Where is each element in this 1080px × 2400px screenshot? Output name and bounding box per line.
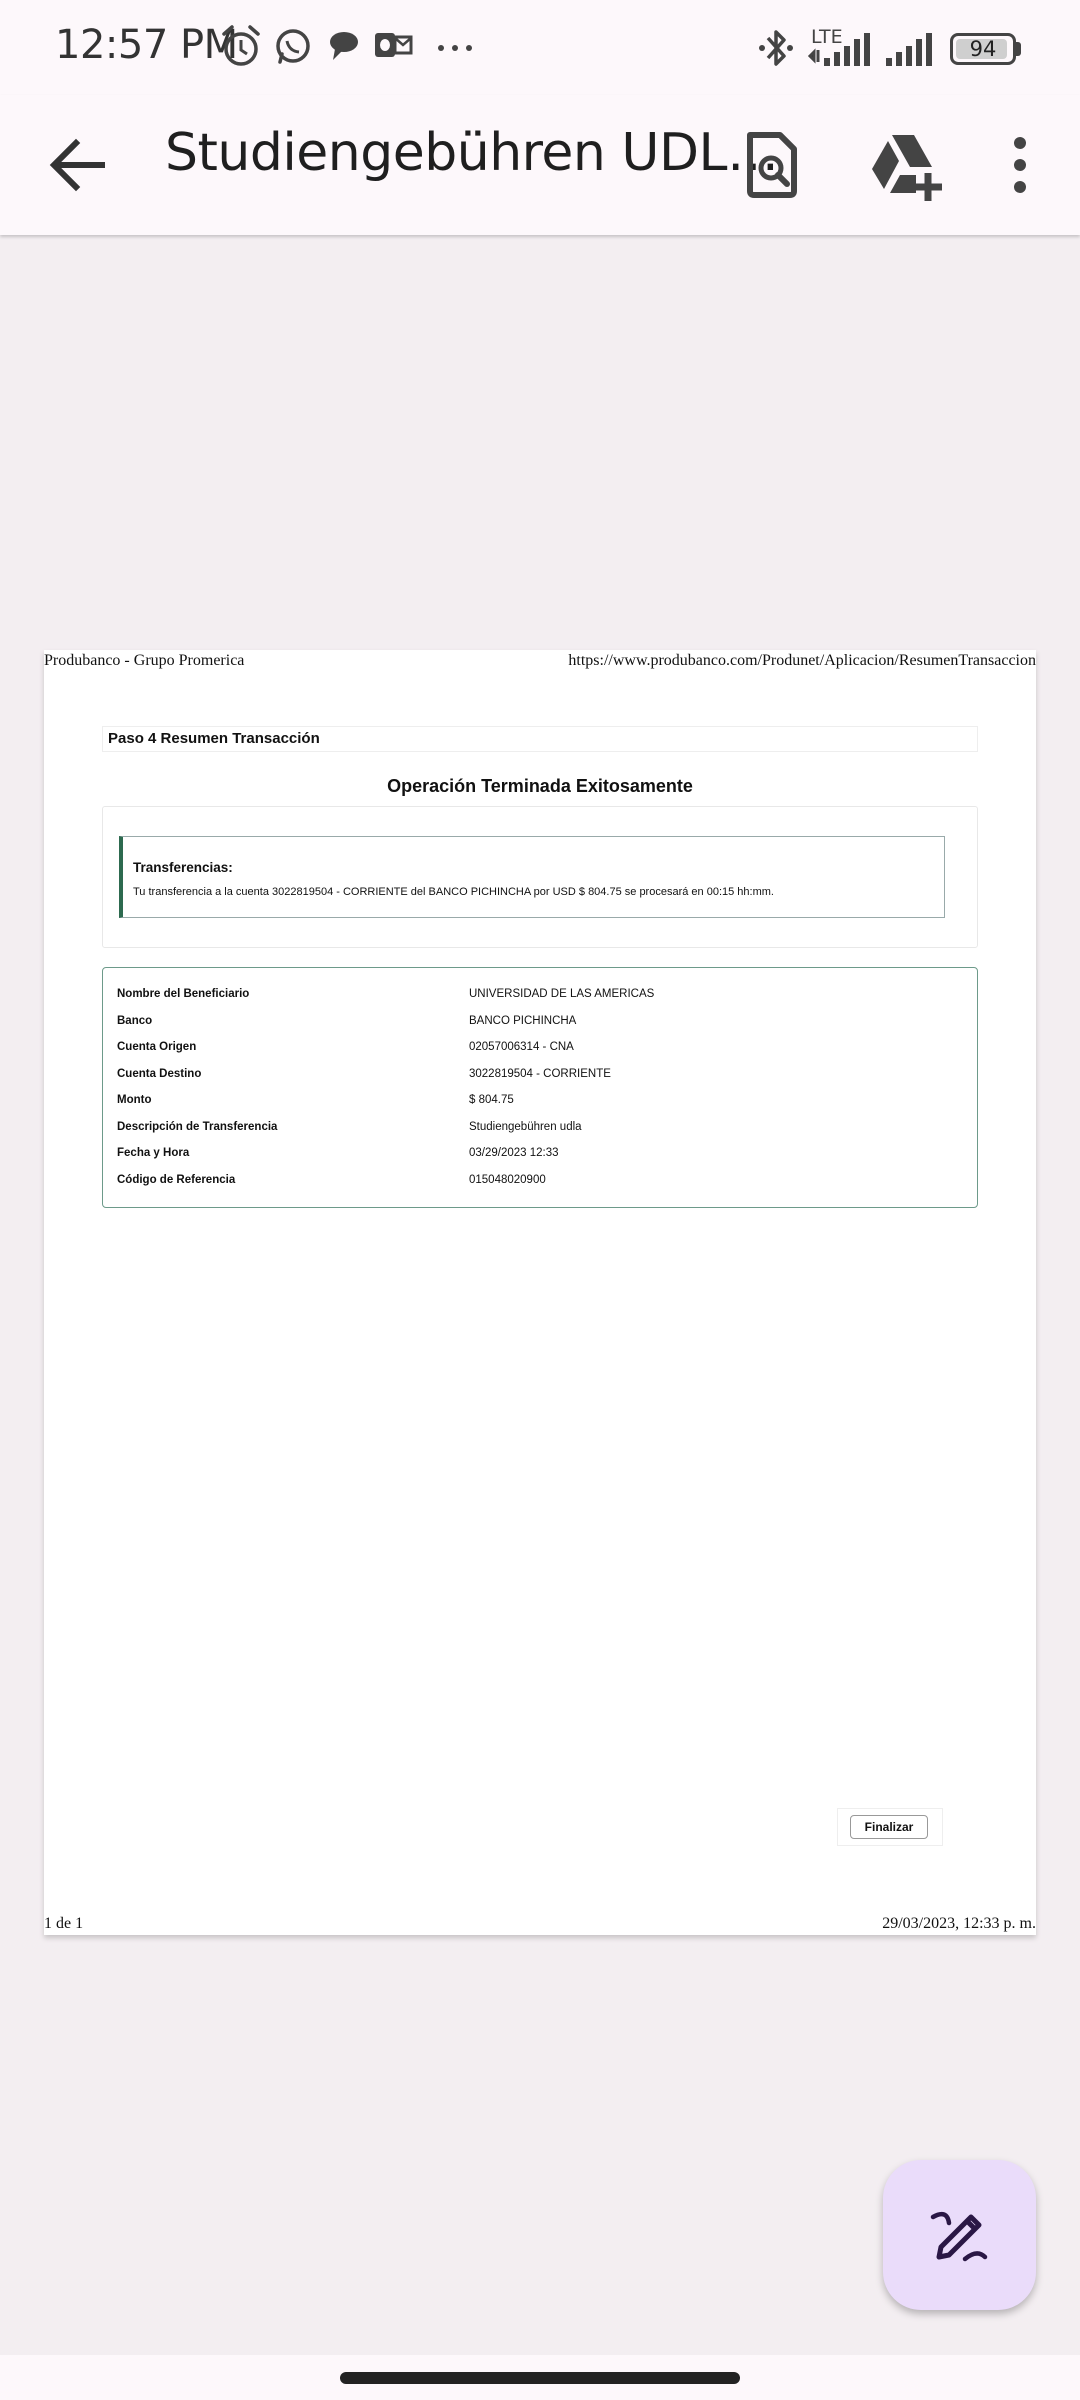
detail-label: Banco: [117, 1014, 153, 1027]
document-title: Studiengebühren UDL…: [165, 123, 779, 183]
page-number: 1 de 1: [44, 1915, 84, 1932]
detail-value: Studiengebühren udla: [469, 1120, 582, 1133]
transfer-alert: [119, 836, 945, 918]
detail-label: Fecha y Hora: [117, 1147, 190, 1159]
chat-bubble-icon: [325, 24, 361, 68]
add-to-drive-button[interactable]: [862, 123, 946, 207]
step-title: Paso 4 Resumen Transacción: [108, 730, 320, 747]
detail-value: $ 804.75: [469, 1094, 514, 1106]
edit-pen-icon: [927, 2203, 993, 2267]
detail-row: [117, 1015, 957, 1037]
step-title-box: [102, 726, 978, 752]
detail-label: Descripción de Transferencia: [117, 1120, 278, 1133]
alarm-icon: [220, 24, 262, 70]
network-type: LTE: [811, 26, 843, 48]
whatsapp-icon: [273, 24, 313, 68]
detail-value: 02057006314 - CNA: [469, 1041, 574, 1053]
operation-title: Operación Terminada Exitosamente: [387, 776, 693, 796]
transaction-details: [102, 967, 978, 1208]
app-bar: [0, 95, 1080, 235]
finalize-button[interactable]: Finalizar: [850, 1815, 928, 1839]
transfer-title: Transferencias:: [133, 860, 233, 875]
signal-icon: [808, 32, 876, 68]
bluetooth-icon: [756, 24, 796, 72]
signal-icon: [884, 32, 940, 68]
detail-value: 3022819504 - CORRIENTE: [469, 1067, 611, 1080]
status-bar: [0, 0, 1080, 95]
page-header-url: https://www.produbanco.com/Produnet/Aplicacion/ResumenTransaccion: [568, 652, 1036, 669]
detail-value: BANCO PICHINCHA: [469, 1014, 577, 1027]
find-in-document-icon: [730, 123, 814, 207]
pdf-page: [44, 650, 1036, 1935]
more-options-button[interactable]: [990, 123, 1050, 207]
detail-label: Cuenta Origen: [117, 1041, 197, 1053]
transfer-panel: [102, 806, 978, 948]
detail-value: 03/29/2023 12:33: [469, 1147, 559, 1159]
detail-label: Código de Referencia: [117, 1173, 236, 1186]
navigation-bar: [0, 2355, 1080, 2400]
detail-row: [117, 988, 957, 1010]
detail-row: [117, 1041, 957, 1063]
detail-value: 015048020900: [469, 1173, 546, 1186]
detail-value: UNIVERSIDAD DE LAS AMERICAS: [469, 988, 655, 1000]
detail-row: [117, 1147, 957, 1169]
status-time: 12:57 PM: [55, 22, 238, 68]
page-footer-datetime: 29/03/2023, 12:33 p. m.: [882, 1915, 1036, 1932]
detail-label: Cuenta Destino: [117, 1067, 202, 1080]
more-notifications-icon: [435, 24, 475, 68]
home-gesture-handle[interactable]: [340, 2372, 740, 2384]
detail-label: Monto: [117, 1094, 152, 1106]
battery-icon: [950, 33, 1016, 65]
outlook-icon: [373, 24, 413, 68]
transfer-message: Tu transferencia a la cuenta 3022819504 - CORRIENTE del BANCO PICHINCHA por USD $ 804.75 se procesará en 00:15 hh:mm.: [133, 886, 774, 898]
add-to-drive-icon: [862, 123, 946, 207]
page-header-left: Produbanco - Grupo Promerica: [44, 652, 245, 669]
find-in-document-button[interactable]: [730, 123, 814, 207]
detail-row: [117, 1121, 957, 1143]
detail-label: Nombre del Beneficiario: [117, 988, 250, 1000]
back-arrow-icon: [40, 125, 120, 205]
detail-row: [117, 1174, 957, 1196]
battery-level: 94: [969, 37, 997, 61]
edit-fab-button[interactable]: [883, 2160, 1036, 2310]
detail-row: [117, 1094, 957, 1116]
battery-tip: [1016, 42, 1021, 56]
detail-row: [117, 1068, 957, 1090]
finalize-container: [837, 1808, 943, 1846]
more-vert-icon: [990, 123, 1050, 207]
back-button[interactable]: [40, 125, 120, 205]
